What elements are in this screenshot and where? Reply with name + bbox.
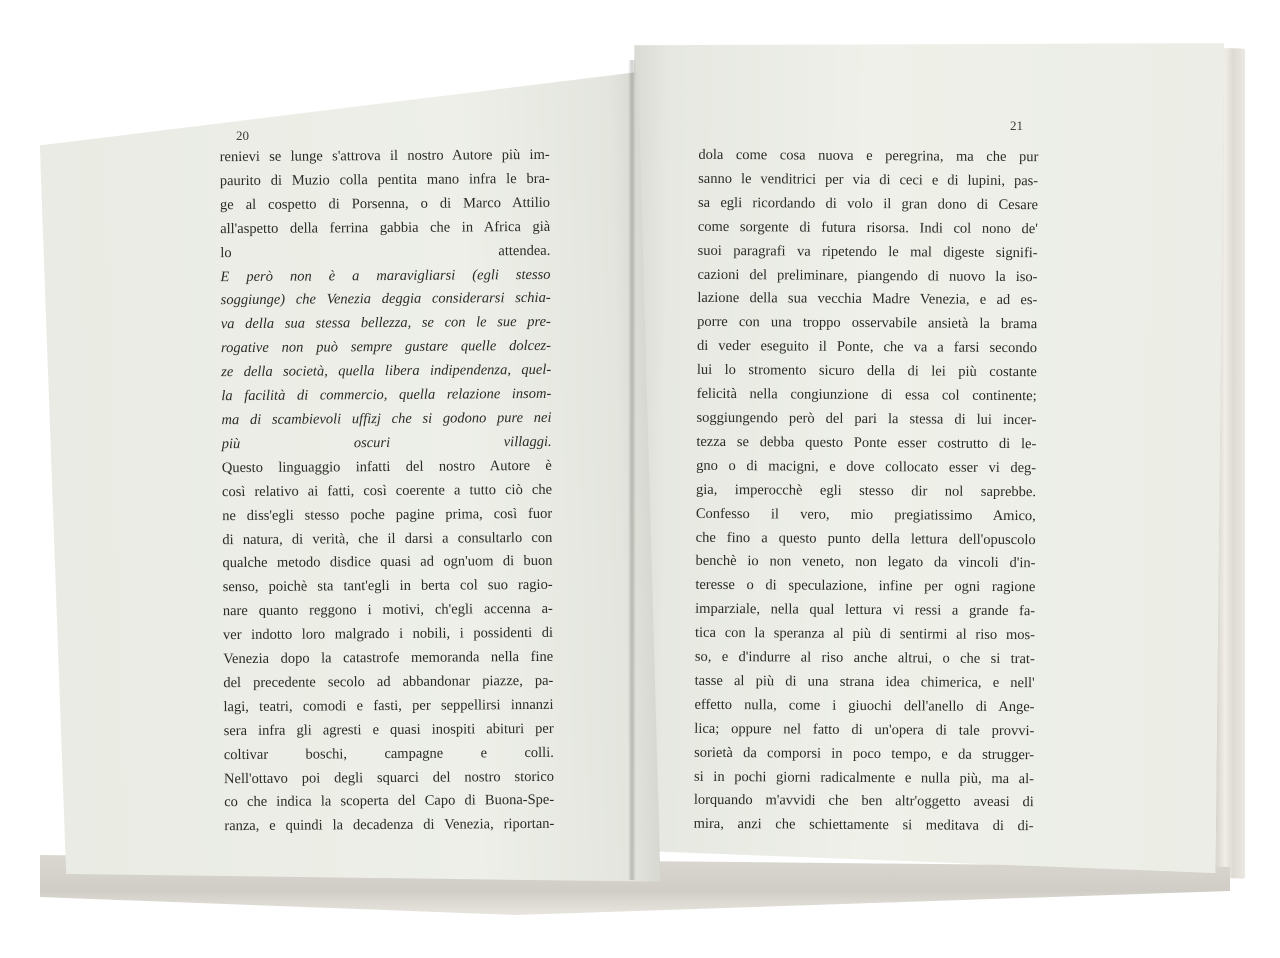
text-line: dola come cosa nuova e peregrina, ma che pur [698,146,1039,166]
text-line: E però non è a maravigliarsi (egli stesso [220,266,551,285]
text-line: nare quanto reggono i motivi, ch'egli accenna a- [222,601,553,620]
right-page-text [694,144,1039,840]
text-line: ranza, e quindi la decadenza di Venezia, riportan- [224,816,555,835]
text-line: ne diss'egli stesso poche pagine prima, così fuor [222,505,553,524]
text-line: va della sua stessa bellezza, se con le sue pre- [220,314,551,333]
text-line: si in pochi giorni radicalmente e nulla più, ma al- [693,768,1035,787]
text-line: soggiungendo però del pari la stessa di lui incer- [696,409,1037,429]
text-line: felicità nella congiunzione di essa col continente; [696,385,1037,405]
text-line: gia, imperocchè egli stesso dir nol saprebbe. [695,481,1037,500]
text-line: lo attendea. [220,242,551,261]
text-line: porre con una troppo osservabile ansietà la brama [697,314,1038,333]
text-line: lagi, teatri, comodi e fasti, per seppellirsi innanzi [223,696,554,715]
text-line: ma di scambievoli uffizj che si godono pure nei [221,409,552,429]
text-line: tezza se debba questo Ponte esser costrutto di le- [696,433,1037,453]
text-line: cazioni del preliminare, piangendo di nuovo la iso- [697,266,1038,285]
text-line: la facilità di commercio, quella relazione insom- [221,385,552,405]
text-line: all'aspetto della ferrina gabbia che in Africa già [220,218,551,237]
text-line: come sorgente di futura risorsa. Indi col nono de' [697,218,1038,237]
right-page-number: 21 [1010,118,1023,133]
text-line: lazione della sua vecchia Madre Venezia, e ad es- [697,290,1038,309]
text-line: così relativo ai fatti, così coerente a tutto ciò che [221,481,553,500]
text-line: lorquando m'avvidi che ben altr'oggetto aveasi di [693,792,1034,811]
text-line: ver indotto loro malgrado i nobili, i possidenti di [222,624,554,644]
text-line: effetto nulla, come i giuochi dell'anello di Ange- [694,696,1035,716]
left-page-text [220,144,555,840]
text-line: renievi se lunge s'attrova il nostro Autore più im- [219,146,550,166]
text-line: tasse al più di una strana idea chimerica, e nell' [694,672,1035,692]
text-line: soggiunge) che Venezia deggia considerarsi schia- [220,290,551,309]
text-line: di natura, di verità, che il darsi a consultarlo con [222,529,553,548]
text-line: gno o di macigni, e dove collocato esser vi deg- [696,457,1037,476]
text-line: lui lo stromento sicuro della di lei più costante [696,361,1037,381]
text-line: co che indica la scoperta del Capo di Buona-Spe- [224,792,555,811]
text-line: qualche metodo disdice quasi ad ogn'uom di buon [222,553,553,572]
book-gutter [628,60,636,880]
text-line: tica con la speranza al più di sentirmi al riso mos- [694,624,1036,644]
text-line: del precedente secolo ad abbandonar piazze, pa- [223,672,554,692]
text-line: di veder eseguito il Ponte, che va a farsi secondo [696,338,1038,357]
text-line: Venezia dopo la catastrofe memoranda nella fine [223,648,554,668]
text-line: sorietà da comporsi in poco tempo, e da strugger- [694,744,1035,763]
text-line: Questo linguaggio infatti del nostro Autore è [221,457,552,476]
text-line: Confesso il vero, mio pregiatissimo Amico, [695,505,1036,524]
text-line: imparziale, nella qual lettura vi ressi a grande fa- [695,601,1036,620]
text-line: sera infra gli agresti e quasi inospiti abituri per [223,720,554,739]
text-line: Nell'ottavo poi degli squarci del nostro storico [223,768,555,787]
text-line: ge al cospetto di Porsenna, o di Marco Attilio [219,194,551,213]
text-line: sa egli ricordando di volo il gran dono di Cesare [697,194,1039,214]
text-line: benchè io non veneto, non legato da vincoli d'in- [695,553,1036,572]
text-line: che fino a questo punto della lettura dell'opuscolo [695,529,1036,548]
text-line: so, e d'indurre al riso anche altrui, o che si trat- [694,648,1035,668]
left-page-number: 20 [236,128,249,143]
text-line: suoi paragrafi va ripetendo le mal digeste signifi- [697,242,1038,261]
text-line: rogative non può sempre gustare quelle dolcez- [220,338,552,357]
text-line: sanno le venditrici per via di ceci e di lupini, pas- [698,170,1039,190]
text-line: lica; oppure nel fatto di un'opera di tale provvi- [694,720,1035,739]
text-line: mira, anzi che schiettamente si meditava di di- [693,816,1034,835]
text-line: teresse o di speculazione, infine per ogni ragione [695,577,1036,596]
text-line: paurito di Muzio colla pentita mano infra le bra- [219,170,550,190]
text-line: più oscuri villaggi. [221,433,552,453]
text-line: senso, poichè sta tant'egli in berta col suo ragio- [222,577,553,596]
text-line: coltivar boschi, campagne e colli. [223,744,554,763]
text-line: ze della società, quella libera indipendenza, quel- [221,362,552,381]
